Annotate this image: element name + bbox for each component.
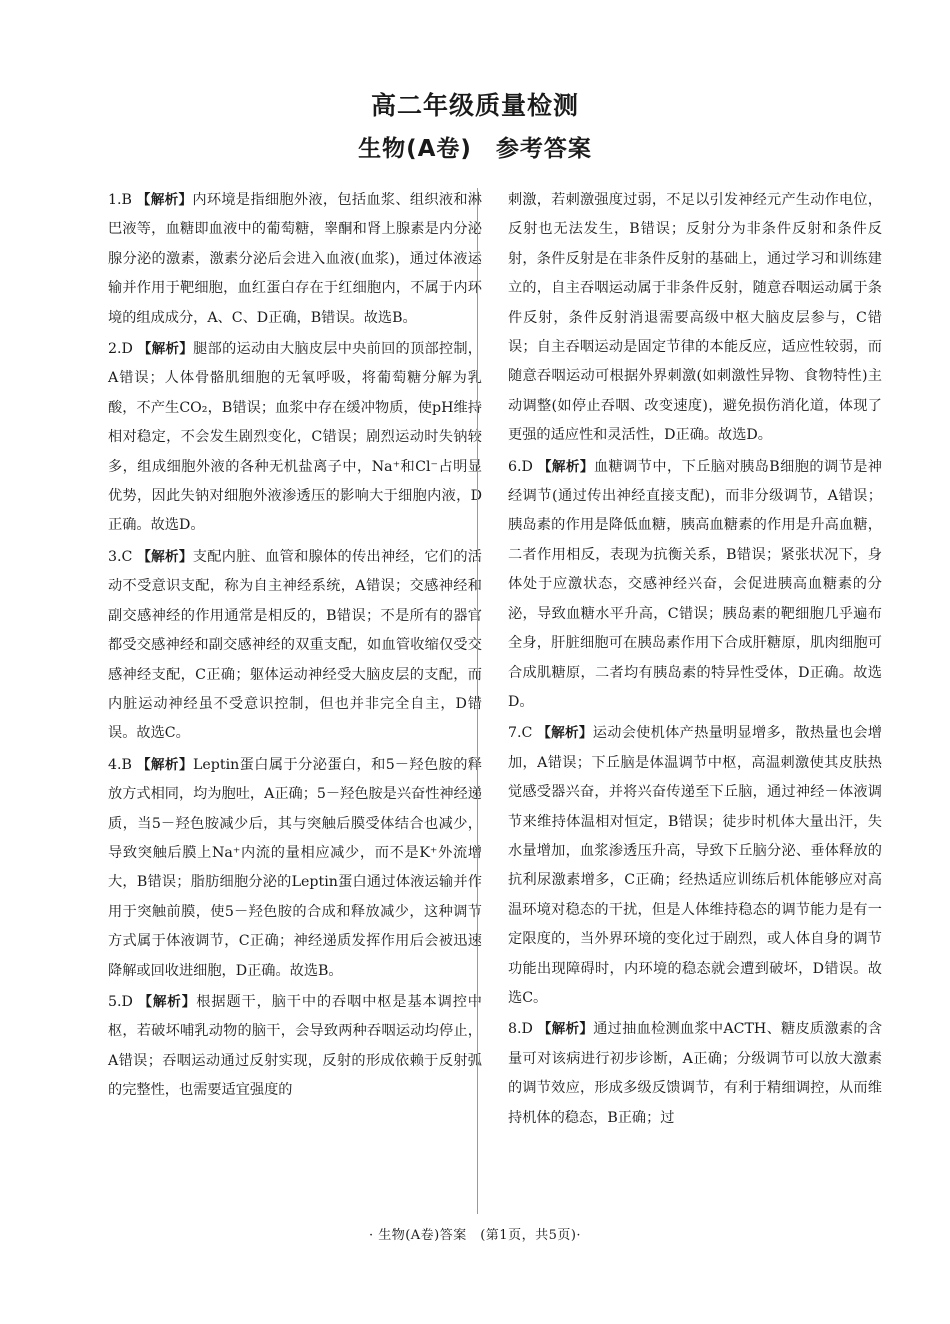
left-column	[108, 186, 482, 1108]
answer-text: 血糖调节中，下丘脑对胰岛B细胞的调节是神经调节(通过传出神经直接支配)，而非分级调节，A错误；胰岛素的作用是降低血糖，胰高血糖素的作用是升高血糖，二者作用相反，表现为抗衡关系，B错误；紧张状况下，身体处于应激状态，交感神经兴奋，会促进胰高血糖素的分泌，导致血糖水平升高，C错误；胰岛素的靶细胞几乎遍布全身，肝脏细胞可在胰岛素作用下合成肝糖原，肌肉细胞可合成肌糖原，二者均有胰岛素的特异性受体，D正确。故选D。	[508, 458, 882, 710]
answer-item-4	[108, 751, 482, 986]
answer-text: 腿部的运动由大脑皮层中央前回的顶部控制，A错误；人体骨骼肌细胞的无氧呼吸，将葡萄糖分解为乳酸，不产生CO₂，B错误；血浆中存在缓冲物质，使pH维持相对稳定，不会发生剧烈变化，C错误；剧烈运动时失钠较多，组成细胞外液的各种无机盐离子中，Na⁺和Cl⁻占明显优势，因此失钠对细胞外液渗透压的影响大于细胞内液，D正确。故选D。	[108, 341, 482, 534]
question-number: 4.B	[108, 756, 132, 773]
answer-item-5	[108, 988, 482, 1106]
answer-text: Leptin蛋白属于分泌蛋白，和5－羟色胺的释放方式相同，均为胞吐，A正确；5－羟色胺是兴奋性神经递质，当5－羟色胺减少后，其与突触后膜受体结合也减少，导致突触后膜上Na⁺内流的量相应减少，而不是K⁺外流增大，B错误；脂肪细胞分泌的Leptin蛋白通过体液运输并作用于突触前膜，使5－羟色胺的合成和释放减少，这种调节方式属于体液调节，C正确；神经递质发挥作用后会被迅速降解或回收进细胞，D正确。故选B。	[108, 756, 482, 979]
question-number: 1.B	[108, 192, 132, 208]
answer-item-7	[508, 719, 882, 1013]
analysis-tag: 【解析】	[136, 192, 193, 208]
column-divider	[477, 188, 478, 1214]
analysis-tag: 【解析】	[136, 756, 193, 773]
answer-text: 运动会使机体产热量明显增多，散热量也会增加，A错误；下丘脑是体温调节中枢，高温刺激使其皮肤热觉感受器兴奋，并将兴奋传递至下丘脑，通过神经－体液调节来维持体温相对恒定，B错误；徒步时机体大量出汗，失水量增加，血浆渗透压升高，导致下丘脑分泌、垂体释放的抗利尿激素增多，C正确；经热适应训练后机体能够应对高温环境对稳态的干扰，但是人体维持稳态的调节能力是有一定限度的，当外界环境的变化过于剧烈，或人体自身的调节功能出现障碍时，内环境的稳态就会遭到破坏，D错误。故选C。	[508, 725, 882, 1006]
answer-item-1	[108, 186, 482, 333]
analysis-tag: 【解析】	[137, 341, 194, 358]
page-subtitle: 生物(A卷) 参考答案	[358, 136, 592, 162]
answer-item-8	[508, 1015, 882, 1133]
analysis-tag: 【解析】	[537, 1021, 594, 1038]
analysis-tag: 【解析】	[537, 725, 593, 742]
answer-item-2	[108, 335, 482, 541]
right-column	[508, 186, 882, 1135]
analysis-tag: 【解析】	[137, 548, 193, 565]
answer-item-6	[508, 453, 882, 718]
question-number: 3.C	[108, 548, 133, 565]
answer-item-5-continued	[508, 186, 882, 451]
question-number: 6.D	[508, 458, 533, 475]
question-number: 7.C	[508, 725, 533, 742]
question-number: 5.D	[108, 993, 133, 1010]
answer-text: 通过抽血检测血浆中ACTH、糖皮质激素的含量可对该病进行初步诊断，A正确；分级调节可以放大激素的调节效应，形成多级反馈调节，有利于精细调控，从而维持机体的稳态，B正确；过	[508, 1021, 883, 1126]
answer-text: 内环境是指细胞外液，包括血浆、组织液和淋巴液等，血糖即血液中的葡萄糖，睾酮和肾上腺素是内分泌腺分泌的激素，激素分泌后会进入血液(血浆)，通过体液运输并作用于靶细胞，血红蛋白存在于红细胞内，不属于内环境的组成成分，A、C、D正确，B错误。故选B。	[108, 192, 482, 326]
answer-text: 支配内脏、血管和腺体的传出神经，它们的活动不受意识支配，称为自主神经系统，A错误；交感神经和副交感神经的作用通常是相反的，B错误；不是所有的器官都受交感神经和副交感神经的双重支配，如血管收缩仅受交感神经支配，C正确；躯体运动神经受大脑皮层的支配，而内脏运动神经虽不受意识控制，但也并非完全自主，D错误。故选C。	[108, 548, 482, 742]
question-number: 8.D	[508, 1021, 533, 1038]
answer-item-3	[108, 543, 482, 749]
answer-text: 刺激，若刺激强度过弱，不足以引发神经元产生动作电位，反射也无法发生，B错误；反射分为非条件反射和条件反射，条件反射是在非条件反射的基础上，通过学习和训练建立的，自主吞咽运动属于非条件反射，随意吞咽运动属于条件反射，条件反射消退需要高级中枢大脑皮层参与，C错误；自主吞咽运动是固定节律的本能反应，适应性较弱，而随意吞咽运动可根据外界刺激(如刺激性异物、食物特性)主动调整(如停止吞咽、改变速度)，避免损伤消化道，体现了更强的适应性和灵活性，D正确。故选D。	[508, 192, 882, 444]
analysis-tag: 【解析】	[537, 458, 594, 475]
answer-text: 根据题干，脑干中的吞咽中枢是基本调控中枢，若破坏哺乳动物的脑干，会导致两种吞咽运动均停止，A错误；吞咽运动通过反射实现，反射的形成依赖于反射弧的完整性，也需要适宜强度的	[108, 993, 482, 1099]
question-number: 2.D	[108, 341, 133, 358]
page-title: 高二年级质量检测	[370, 91, 579, 120]
page-footer: · 生物(A卷)答案 (第1页，共5页)·	[368, 1228, 582, 1243]
analysis-tag: 【解析】	[138, 993, 197, 1010]
